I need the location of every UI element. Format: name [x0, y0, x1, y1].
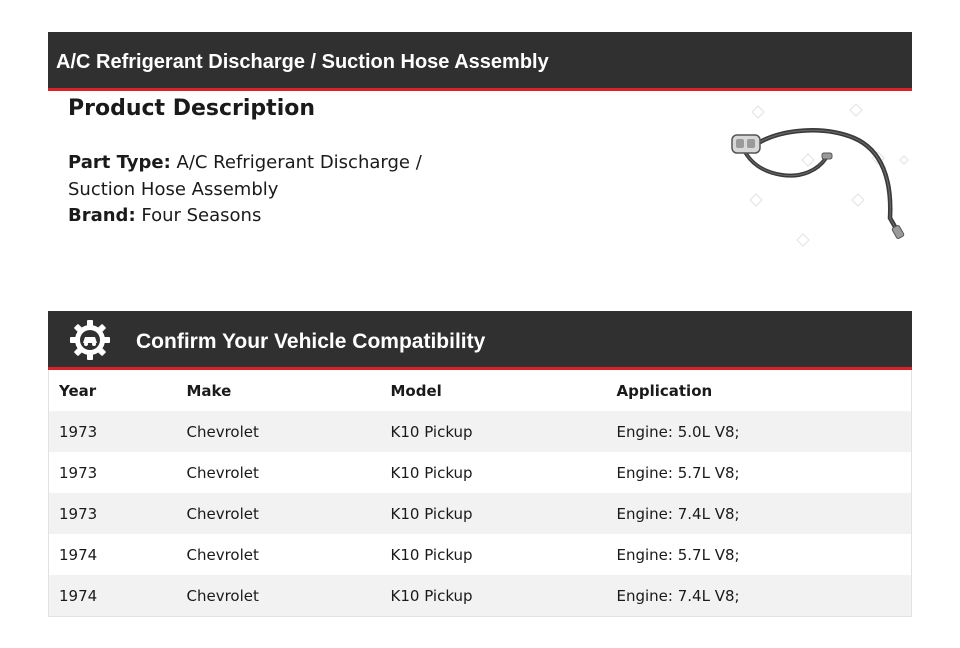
product-title-bar [48, 32, 912, 91]
column-header-year: Year [49, 370, 177, 411]
cell-model: K10 Pickup [390, 586, 473, 605]
table-row [49, 411, 912, 452]
cell-year: 1973 [59, 422, 98, 441]
column-header-model: Model [381, 370, 607, 411]
brand-value: Four Seasons [141, 205, 262, 226]
brand-label: Brand: [68, 205, 136, 226]
product-description-body [68, 150, 448, 230]
cell-make: Chevrolet [186, 504, 259, 523]
cell-year: 1974 [59, 586, 98, 605]
cell-year: 1974 [59, 545, 98, 564]
ac-hose-assembly-image [722, 100, 912, 260]
cell-application: Engine: 5.7L V8; [616, 545, 740, 564]
cell-year: 1973 [59, 463, 98, 482]
compatibility-header-bar [48, 311, 912, 370]
table-row [49, 575, 912, 617]
cell-make: Chevrolet [186, 545, 259, 564]
cell-year: 1973 [59, 504, 98, 523]
cell-model: K10 Pickup [390, 422, 473, 441]
cell-make: Chevrolet [186, 586, 259, 605]
compatibility-title: Confirm Your Vehicle Compatibility [136, 330, 486, 353]
part-type-label: Part Type: [68, 152, 171, 173]
table-row [49, 534, 912, 575]
product-title: A/C Refrigerant Discharge / Suction Hose Assembly [56, 51, 549, 73]
part-type-value: A/C Refrigerant Discharge / Suction Hose Assembly [68, 152, 422, 200]
cell-application: Engine: 7.4L V8; [616, 504, 740, 523]
product-description-heading: Product Description [68, 96, 316, 121]
table-row [49, 493, 912, 534]
cell-application: Engine: 5.0L V8; [616, 422, 740, 441]
cell-application: Engine: 7.4L V8; [616, 586, 740, 605]
table-header-row [49, 370, 912, 411]
cell-make: Chevrolet [186, 422, 259, 441]
compatibility-table [48, 370, 912, 617]
cell-model: K10 Pickup [390, 463, 473, 482]
cell-model: K10 Pickup [390, 504, 473, 523]
cell-model: K10 Pickup [390, 545, 473, 564]
gear-car-icon [69, 319, 111, 361]
column-header-application: Application [607, 370, 912, 411]
cell-make: Chevrolet [186, 463, 259, 482]
cell-application: Engine: 5.7L V8; [616, 463, 740, 482]
column-header-make: Make [177, 370, 381, 411]
table-row [49, 452, 912, 493]
